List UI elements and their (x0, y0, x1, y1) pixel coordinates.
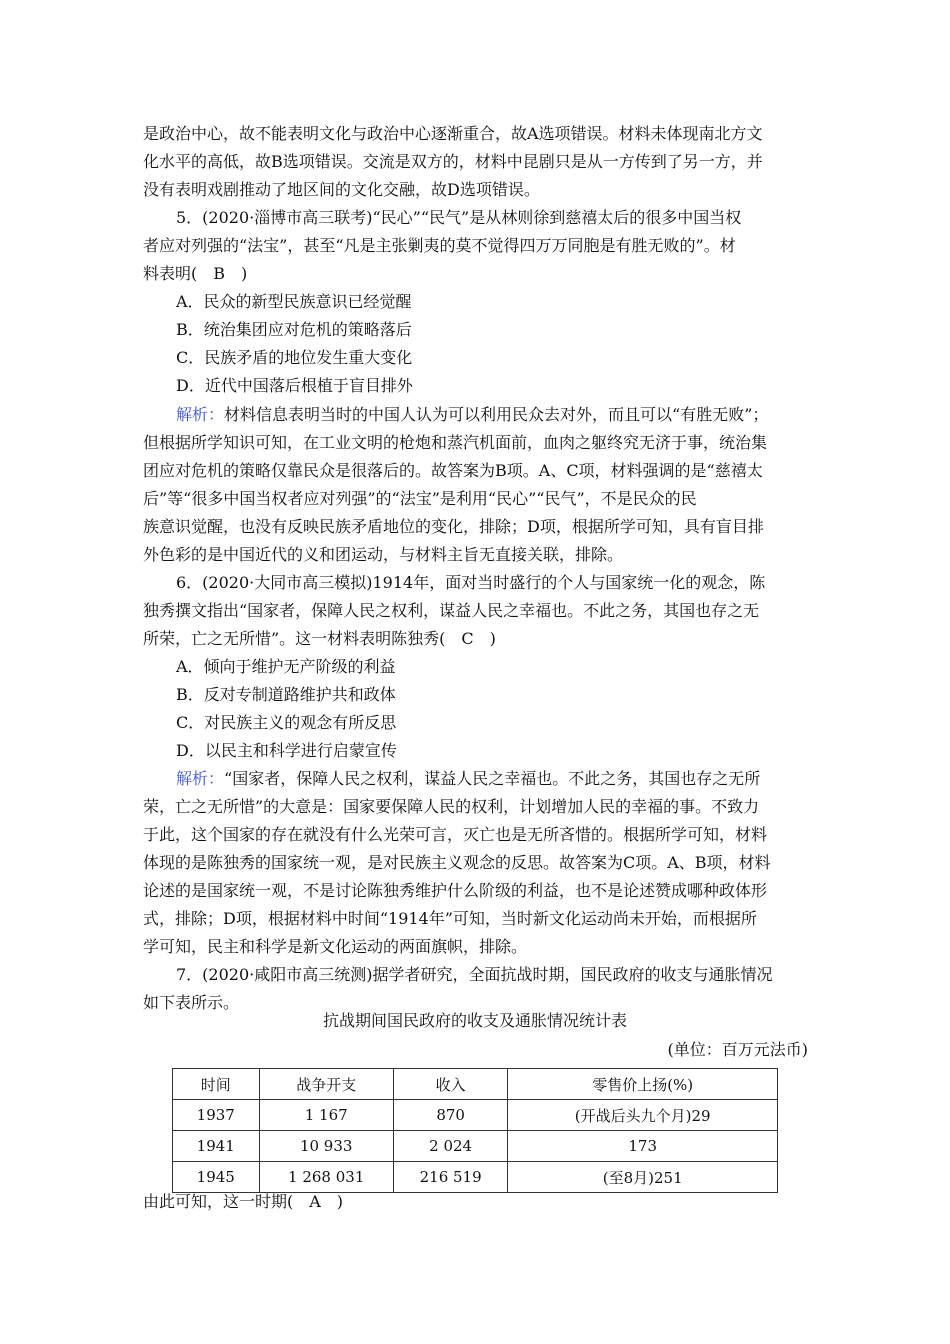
table-row (173, 1162, 778, 1193)
statistics-table (172, 1068, 778, 1193)
analysis-text: “国家者，保障人民之权利，谋益人民之幸福也。不此之务，其国也存之无所 (224, 769, 761, 788)
analysis-label: 解析： (176, 769, 225, 788)
option-d: D．近代中国落后根植于盲目排外 (176, 376, 413, 395)
analysis-label: 解析： (176, 405, 225, 424)
text-line: 后”等“很多中国当权者应对列强”的“法宝”是利用“民心”“民气”，不是民众的民 (143, 489, 697, 508)
text-line: 于此，这个国家的存在就没有什么光荣可言，灭亡也是无所吝惜的。根据所学可知，材料 (143, 825, 768, 844)
text-line: 者应对列强的“法宝”，甚至“凡是主张剿夷的莫不觉得四万万同胞是有胜无败的”。材 (143, 236, 736, 255)
question-6-stem: 6．(2020·大同市高三模拟)1914年，面对当时盛行的个人与国家统一化的观念，陈 (176, 573, 766, 592)
question-7-prompt: 由此可知，这一时期( A ) (143, 1192, 344, 1211)
column-header: 收入 (393, 1069, 507, 1100)
table-cell: (开战后头九个月)29 (508, 1100, 778, 1131)
option-a: A．民众的新型民族意识已经觉醒 (176, 292, 412, 311)
option-c: C．对民族主义的观念有所反思 (176, 713, 397, 732)
text-line: 团应对危机的策略仅靠民众是很落后的。故答案为B项。A、C项，材料强调的是“慈禧太 (143, 461, 763, 480)
table-row (173, 1131, 778, 1162)
analysis-line (176, 405, 768, 425)
analysis-line (176, 769, 760, 789)
text-line: 料表明( B ) (143, 264, 248, 283)
analysis-text: 材料信息表明当时的中国人认为可以利用民众去对外，而且可以“有胜无败”； (224, 405, 769, 424)
text-line: 体现的是陈独秀的国家统一观，是对民族主义观念的反思。故答案为C项。A、B项，材料 (143, 853, 771, 872)
text-line: 学可知，民主和科学是新文化运动的两面旗帜，排除。 (143, 937, 528, 956)
text-line: 如下表所示。 (143, 993, 240, 1012)
option-d: D．以民主和科学进行启蒙宣传 (176, 741, 397, 760)
table-cell: 1945 (173, 1162, 260, 1193)
table-cell: 10 933 (259, 1131, 393, 1162)
table-cell: (至8月)251 (508, 1162, 778, 1193)
table-cell: 1937 (173, 1100, 260, 1131)
table-cell: 1 167 (259, 1100, 393, 1131)
text-line: 化水平的高低，故B选项错误。交流是双方的，材料中昆剧只是从一方传到了另一方，并 (143, 152, 763, 171)
option-a: A．倾向于维护无产阶级的利益 (176, 657, 396, 676)
table-cell: 173 (508, 1131, 778, 1162)
table-cell: 1 268 031 (259, 1162, 393, 1193)
question-5-stem: 5．(2020·淄博市高三联考)“民心”“民气”是从林则徐到慈禧太后的很多中国当权 (176, 208, 742, 227)
table-cell: 2 024 (393, 1131, 507, 1162)
text-line: 所荣，亡之无所惜”。这一材料表明陈独秀( C ) (143, 629, 496, 648)
option-c: C．民族矛盾的地位发生重大变化 (176, 348, 413, 367)
column-header: 战争开支 (259, 1069, 393, 1100)
text-line: 论述的是国家统一观，不是讨论陈独秀维护什么阶级的利益，也不是论述赞成哪种政体形 (143, 881, 768, 900)
text-line: 但根据所学知识可知，在工业文明的枪炮和蒸汽机面前，血肉之躯终究无济于事，统治集 (143, 433, 768, 452)
text-line: 外色彩的是中国近代的义和团运动，与材料主旨无直接关联，排除。 (143, 545, 624, 564)
option-b: B．反对专制道路维护共和政体 (176, 685, 396, 704)
option-b: B．统治集团应对危机的策略落后 (176, 320, 412, 339)
table-cell: 216 519 (393, 1162, 507, 1193)
text-line: 式，排除；D项，根据材料中时间“1914年”可知，当时新文化运动尚未开始，而根据所 (143, 909, 757, 928)
text-line: 荣，亡之无所惜”的大意是：国家要保障人民的权利，计划增加人民的幸福的事。不致力 (143, 797, 760, 816)
question-7-stem: 7．(2020·咸阳市高三统测)据学者研究，全面抗战时期，国民政府的收支与通胀情况 (176, 965, 773, 984)
column-header: 时间 (173, 1069, 260, 1100)
text-line: 是政治中心，故不能表明文化与政治中心逐渐重合，故A选项错误。材料未体现南北方文 (143, 124, 763, 143)
table-unit: (单位：百万元法币) (667, 1040, 808, 1059)
table-cell: 870 (393, 1100, 507, 1131)
table-caption: 抗战期间国民政府的收支及通胀情况统计表 (322, 1011, 627, 1030)
text-line: 没有表明戏剧推动了地区间的文化交融，故D选项错误。 (143, 180, 540, 199)
column-header: 零售价上扬(%) (508, 1069, 778, 1100)
text-line: 族意识觉醒，也没有反映民族矛盾地位的变化，排除；D项，根据所学可知，具有盲目排 (143, 517, 764, 536)
text-line: 独秀撰文指出“国家者，保障人民之权利，谋益人民之幸福也。不此之务，其国也存之无 (143, 601, 760, 620)
table-cell: 1941 (173, 1131, 260, 1162)
table-header-row (173, 1069, 778, 1100)
table-row (173, 1100, 778, 1131)
